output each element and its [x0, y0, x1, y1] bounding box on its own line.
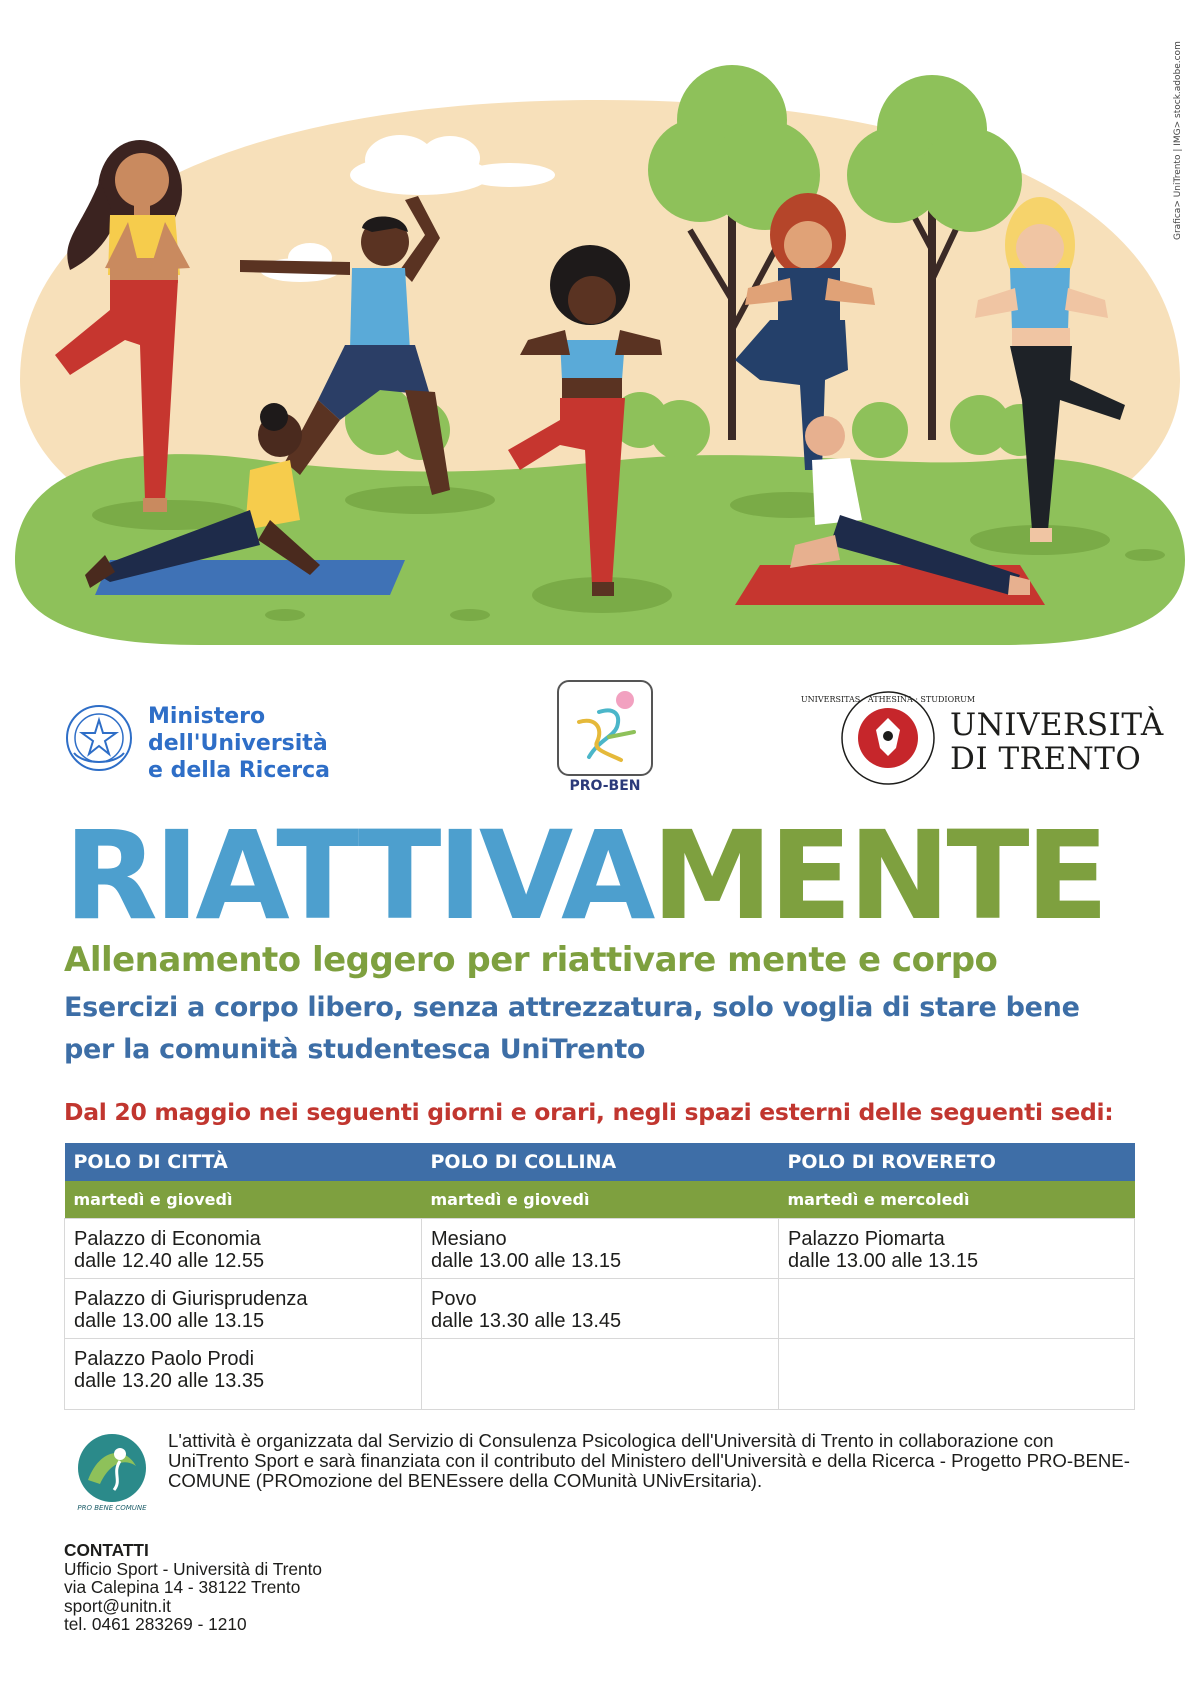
location-name: Palazzo di Economia — [74, 1228, 261, 1250]
location-cell — [422, 1339, 779, 1410]
location-time: dalle 13.00 alle 13.15 — [788, 1250, 979, 1272]
pro-bene-comune-logo — [70, 1428, 154, 1512]
university-seal-icon — [800, 690, 976, 786]
dates-line: Dal 20 maggio nei seguenti giorni e orari, negli spazi esterni delle seguenti sedi: — [64, 1098, 1114, 1126]
table-row — [65, 1339, 1135, 1410]
location-time: dalle 13.00 alle 13.15 — [74, 1310, 265, 1332]
runner-brain-icon — [559, 682, 651, 774]
mur-name-line: Ministero — [148, 704, 266, 729]
location-cell — [65, 1279, 422, 1339]
unitn-logo — [800, 690, 1164, 790]
mur-logo — [64, 695, 344, 785]
table-row — [65, 1219, 1135, 1279]
column-header-rovereto: POLO DI ROVERETO — [779, 1143, 1135, 1181]
pro-ben-label: PRO-BEN — [569, 778, 641, 794]
contacts-line: Ufficio Sport - Università di Trento — [64, 1558, 323, 1579]
organizer-note: L'attività è organizzata dal Servizio di Consulenza Psicologica dell'Università di Trento in collaborazione con UniTrento Sport e sarà finanziata con il contributo del Ministero dell'Università e della Ricerca - Progetto PRO-BENE-COMUNE (PROmozione del BENEssere della COMunità UNivErsitaria). — [168, 1430, 1130, 1491]
location-name: Palazzo Piomarta — [788, 1228, 945, 1250]
description-line: Esercizi a corpo libero, senza attrezzatura, solo voglia di stare bene — [64, 992, 1080, 1023]
column-header-citta: POLO DI CITTÀ — [65, 1143, 422, 1181]
contacts-block — [64, 1541, 322, 1634]
location-time: dalle 13.30 alle 13.45 — [431, 1310, 622, 1332]
location-time: dalle 12.40 alle 12.55 — [74, 1250, 265, 1272]
location-name: Palazzo di Giurisprudenza — [74, 1288, 308, 1310]
days-cell: martedì e mercoledì — [779, 1181, 1135, 1219]
location-time: dalle 13.20 alle 13.35 — [74, 1370, 265, 1392]
mur-name — [148, 703, 330, 784]
title-part-blue: RIATTIVA — [64, 805, 652, 947]
italian-republic-emblem-icon — [64, 703, 134, 773]
partner-logos — [0, 680, 1200, 800]
table-header-row — [65, 1143, 1135, 1181]
contacts-line: via Calepina 14 - 38122 Trento — [64, 1577, 301, 1598]
location-cell — [422, 1279, 779, 1339]
unitn-name-line: DI TRENTO — [950, 741, 1142, 777]
description-line: per la comunità studentesca UniTrento — [64, 1034, 646, 1065]
location-cell — [779, 1219, 1135, 1279]
pro-bene-comune-lettering: PRO BENE COMUNE — [77, 1504, 147, 1512]
pro-ben-logo-frame — [557, 680, 653, 776]
yoga-park-illustration — [0, 0, 1200, 660]
location-cell — [779, 1339, 1135, 1410]
location-name: Mesiano — [431, 1228, 507, 1250]
contacts-phone: tel. 0461 283269 - 1210 — [64, 1614, 247, 1635]
page-title — [64, 805, 1105, 947]
image-credit-text: Grafica> UniTrento | IMG> stock.adobe.com — [1173, 41, 1183, 240]
location-cell — [65, 1219, 422, 1279]
mur-name-line: dell'Università — [148, 731, 328, 756]
schedule-table — [64, 1143, 1135, 1410]
location-cell — [779, 1279, 1135, 1339]
unitn-name — [950, 708, 1164, 776]
location-name: Palazzo Paolo Prodi — [74, 1348, 255, 1370]
days-cell: martedì e giovedì — [422, 1181, 779, 1219]
location-cell — [65, 1339, 422, 1410]
title-part-green: MENTE — [651, 805, 1105, 947]
location-time: dalle 13.00 alle 13.15 — [431, 1250, 622, 1272]
subtitle: Allenamento leggero per riattivare mente e corpo — [64, 940, 998, 980]
seal-lettering: UNIVERSITAS · ATHESINA · STUDIORUM — [800, 695, 976, 704]
location-cell — [422, 1219, 779, 1279]
contacts-heading: CONTATTI — [64, 1540, 149, 1560]
pro-ben-logo — [553, 680, 657, 800]
location-name: Povo — [431, 1288, 477, 1310]
unitn-name-line: UNIVERSITÀ — [950, 707, 1164, 743]
contacts-email[interactable]: sport@unitn.it — [64, 1595, 171, 1616]
days-cell: martedì e giovedì — [65, 1181, 422, 1219]
days-row — [65, 1181, 1135, 1219]
mur-name-line: e della Ricerca — [148, 758, 331, 783]
column-header-collina: POLO DI COLLINA — [422, 1143, 779, 1181]
table-row — [65, 1279, 1135, 1339]
